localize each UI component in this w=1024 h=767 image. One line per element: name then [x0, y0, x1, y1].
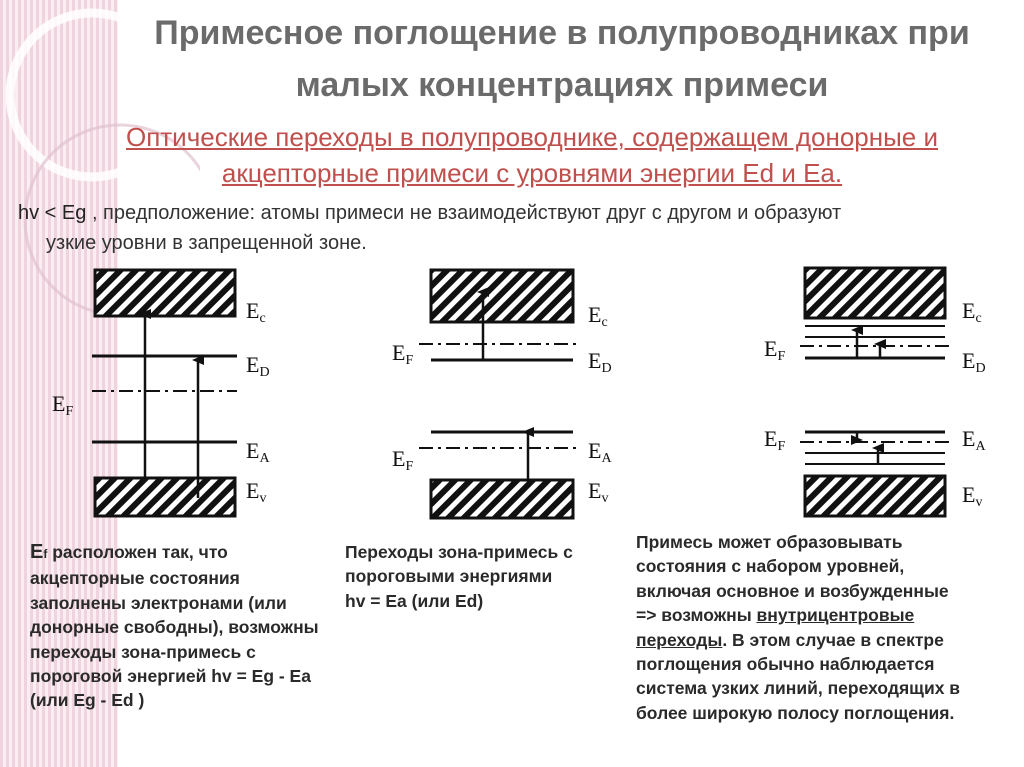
subtitle-line-2: акцепторные примеси с уровнями энергии Ed и Ea. [221, 158, 843, 188]
caption-right-line-7: система узких линий, переходящих в [636, 678, 961, 699]
caption-middle-line-2: пороговыми энергиями [345, 566, 553, 587]
energy-band-diagrams [0, 262, 1024, 522]
caption-right-line-3: включая основное и возбужденные [636, 580, 949, 601]
conduction-band-hatch [805, 268, 945, 318]
page-title-line-1: Примесное поглощение в полупроводниках при [154, 14, 970, 52]
caption-left-line-1: расположен так, что [47, 542, 228, 562]
caption-right-term-transitions: переходы [636, 629, 723, 650]
caption-left-ef: E [30, 541, 44, 563]
caption-right-term-intracenter: внутрицентровые [756, 605, 915, 626]
caption-right-line-2: состояния с набором уровней, [636, 556, 905, 577]
caption-right-line-1: Примесь может образовывать [636, 532, 903, 552]
caption-right-line-4a: => возможны [636, 605, 757, 626]
svg-text:EF: EF [764, 336, 786, 364]
svg-text:EA: EA [246, 438, 270, 466]
band-diagram-donor-acceptor [52, 270, 270, 516]
page-title-line-2: малых концентрациях примеси [295, 66, 829, 104]
band-diagram-intracenter [764, 268, 986, 516]
conduction-band-hatch [95, 270, 235, 316]
caption-right-line-5b: . В этом случае в спектре [722, 629, 944, 650]
caption-right [636, 530, 1024, 725]
svg-text:EF: EF [392, 340, 414, 368]
caption-left-line-6: пороговой энергией hv = Eg - Ea [30, 666, 311, 687]
svg-text:EF: EF [764, 426, 786, 454]
caption-middle [345, 540, 625, 613]
svg-text:Ev: Ev [962, 482, 983, 510]
subtitle-line-1: Оптические переходы в полупроводнике, содержащем донорные и [125, 122, 939, 152]
caption-left [30, 540, 360, 713]
svg-text:Ec: Ec [962, 298, 982, 326]
caption-middle-line-1: Переходы зона-примесь с [345, 542, 573, 562]
caption-right-line-8: более широкую полосу поглощения. [636, 702, 955, 723]
caption-middle-line-3: hv = Ea (или Ed) [345, 590, 484, 611]
svg-text:EA: EA [962, 426, 986, 454]
caption-left-line-3: заполнены электронами (или [30, 592, 287, 613]
caption-right-line-6: поглощения обычно наблюдается [636, 654, 935, 675]
svg-text:ED: ED [246, 352, 270, 380]
intro-condition: hv < Eg [18, 202, 87, 224]
intro-line-2: узкие уровни в запрещенной зоне. [46, 232, 367, 254]
subtitle [40, 118, 1024, 156]
intro-text [18, 198, 1018, 256]
conduction-band-hatch [431, 270, 573, 322]
svg-text:EF: EF [392, 446, 414, 474]
svg-text:Ev: Ev [246, 478, 267, 506]
caption-left-line-2: акцепторные состояния [30, 568, 240, 589]
intro-assumption: , предположение: атомы примеси не взаимодействуют друг с другом и образуют [86, 202, 842, 224]
svg-text:ED: ED [588, 348, 612, 376]
band-diagram-threshold [392, 270, 612, 518]
caption-left-line-4: донорные свободны), возможны [30, 617, 319, 638]
svg-text:ED: ED [962, 348, 986, 376]
valence-band-hatch [805, 476, 945, 516]
subtitle-second-row [40, 154, 1024, 192]
svg-text:EA: EA [588, 438, 612, 466]
valence-band-hatch [431, 480, 573, 518]
valence-band-hatch [95, 478, 235, 516]
svg-text:Ec: Ec [588, 302, 608, 330]
caption-left-ef-sub: f [43, 547, 48, 561]
svg-text:Ev: Ev [588, 478, 609, 506]
svg-text:Ec: Ec [246, 298, 266, 326]
caption-left-line-7: (или Eg - Ed ) [30, 690, 145, 711]
caption-left-line-5: переходы зона-примесь с [30, 641, 256, 662]
svg-text:EF: EF [52, 391, 74, 419]
